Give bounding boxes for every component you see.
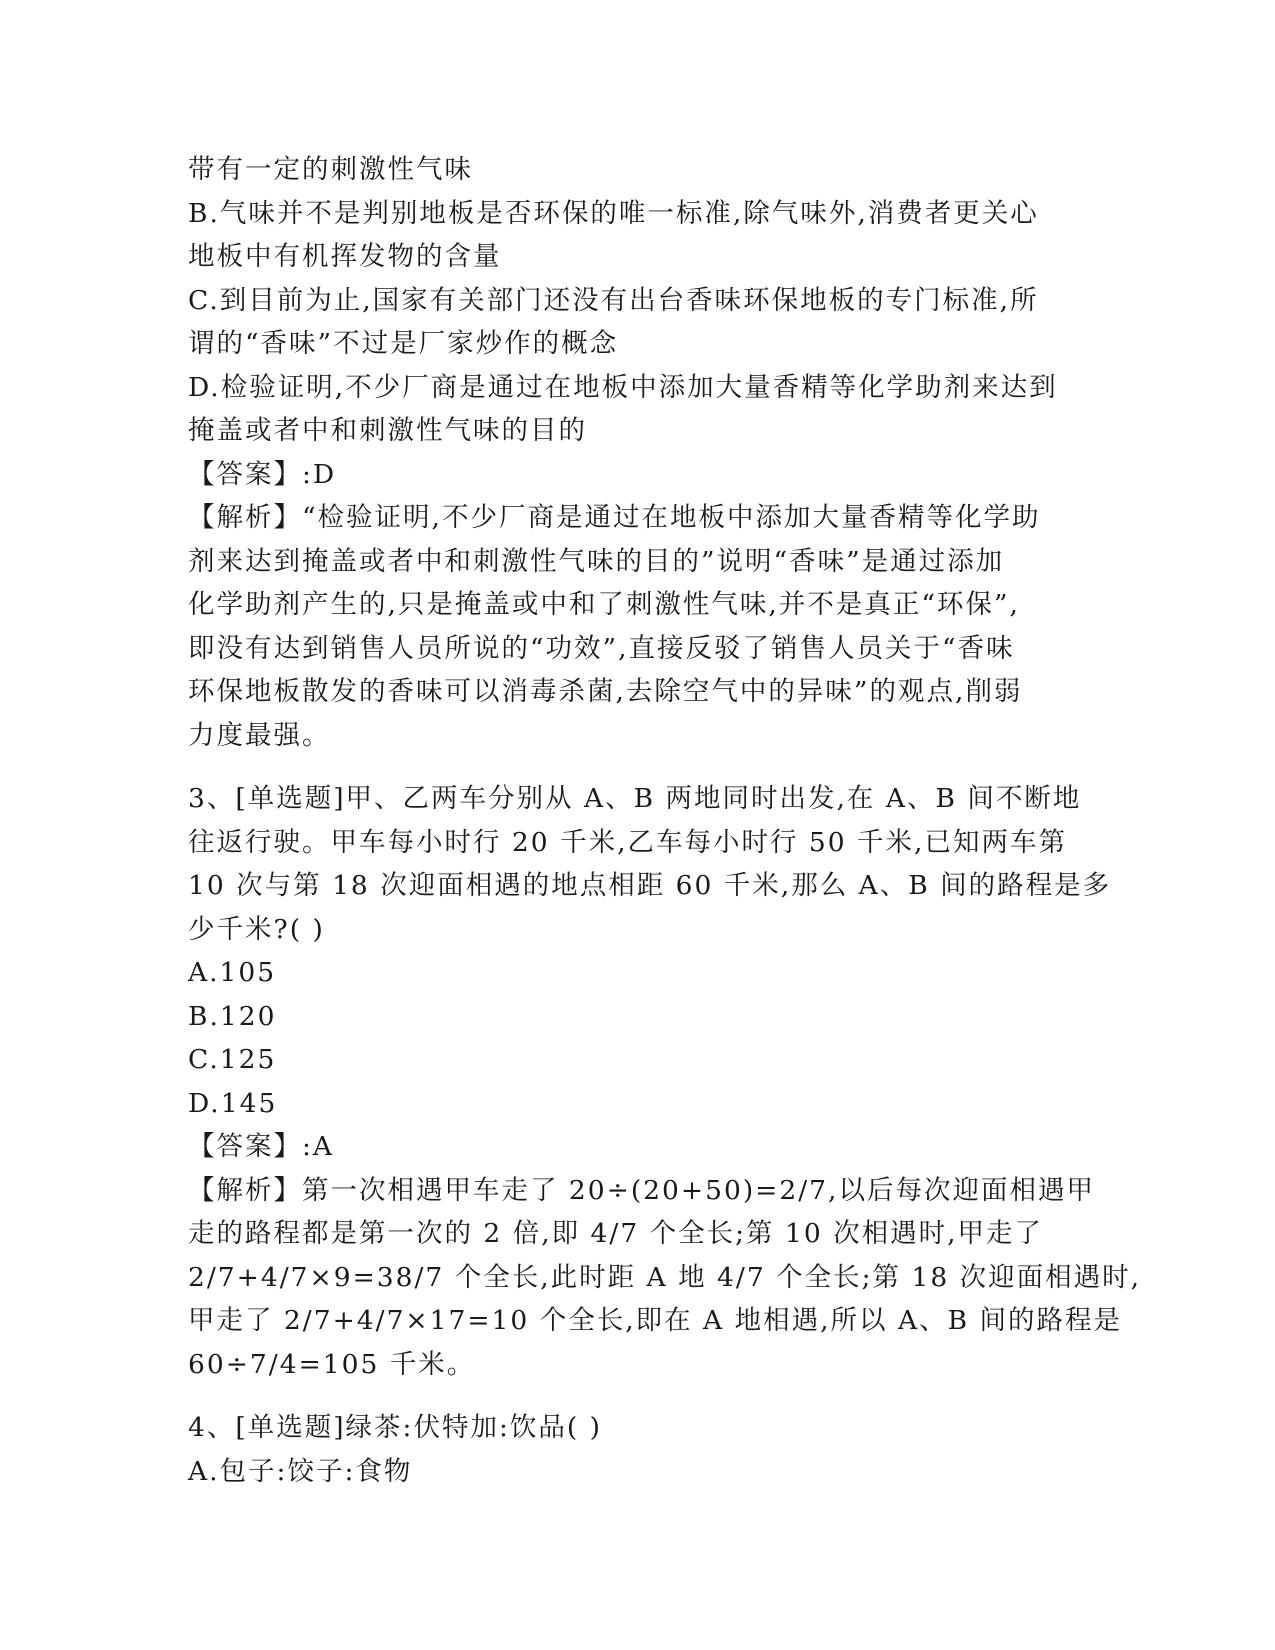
stem-line-4: 少千米?( ) xyxy=(188,913,325,945)
document-page xyxy=(188,148,1142,1493)
option-b-line-2: 地板中有机挥发物的含量 xyxy=(188,241,502,272)
option-b-line-1: B.气味并不是判别地板是否环保的唯一标准,除气味外,消费者更关心 xyxy=(188,197,1039,229)
option-a: A.105 xyxy=(188,957,277,988)
answer-line: 【答案】:A xyxy=(188,1131,335,1162)
option-a: A.包子:饺子:食物 xyxy=(188,1455,413,1487)
question-3 xyxy=(188,777,1142,1386)
stem-line-3: 10 次与第 18 次迎面相遇的地点相距 60 千米,那么 A、B 间的路程是多 xyxy=(188,870,1112,901)
analysis-line-1: 【解析】第一次相遇甲车走了 20÷(20+50)=2/7,以后每次迎面相遇甲 xyxy=(188,1174,1095,1206)
stem-line-1: 4、[单选题]绿茶:伏特加:饮品( ) xyxy=(188,1412,602,1443)
option-c-line-1: C.到目前为止,国家有关部门还没有出台香味环保地板的专门标准,所 xyxy=(188,284,1039,316)
analysis-line-5: 60÷7/4=105 千米。 xyxy=(188,1348,476,1380)
paragraph-gap xyxy=(188,1386,1088,1406)
question-2-continuation xyxy=(188,148,1088,757)
option-d: D.145 xyxy=(188,1087,278,1119)
answer-line: 【答案】:D xyxy=(188,458,337,490)
analysis-line-3: 化学助剂产生的,只是掩盖或中和了刺激性气味,并不是真正“环保”, xyxy=(188,589,1020,620)
option-d-line-2: 掩盖或者中和刺激性气味的目的 xyxy=(188,415,587,446)
option-d-line-1: D.检验证明,不少厂商是通过在地板中添加大量香精等化学助剂来达到 xyxy=(188,371,1058,403)
analysis-line-2: 走的路程都是第一次的 2 倍,即 4/7 个全长;第 10 次相遇时,甲走了 xyxy=(188,1218,1044,1249)
analysis-line-5: 环保地板散发的香味可以消毒杀菌,去除空气中的异味”的观点,削弱 xyxy=(188,676,1023,707)
stem-line-2: 往返行驶。甲车每小时行 20 千米,乙车每小时行 50 千米,已知两车第 xyxy=(188,826,1067,858)
analysis-line-1: 【解析】“检验证明,不少厂商是通过在地板中添加大量香精等化学助 xyxy=(188,502,1041,533)
question-4 xyxy=(188,1406,1088,1493)
option-a-continuation: 带有一定的刺激性气味 xyxy=(188,154,473,185)
analysis-line-2: 剂来达到掩盖或者中和刺激性气味的目的”说明“香味”是通过添加 xyxy=(188,545,1005,577)
option-c: C.125 xyxy=(188,1044,277,1075)
option-b: B.120 xyxy=(188,1000,277,1032)
paragraph-gap xyxy=(188,757,1088,777)
analysis-line-6: 力度最强。 xyxy=(188,719,331,751)
analysis-line-4: 即没有达到销售人员所说的“功效”,直接反驳了销售人员关于“香味 xyxy=(188,632,1015,664)
analysis-line-4: 甲走了 2/7+4/7×17=10 个全长,即在 A 地相遇,所以 A、B 间的路程是 xyxy=(188,1305,1122,1336)
stem-line-1: 3、[单选题]甲、乙两车分别从 A、B 两地同时出发,在 A、B 间不断地 xyxy=(188,783,1082,814)
analysis-line-3: 2/7+4/7×9=38/7 个全长,此时距 A 地 4/7 个全长;第 18 次迎面相遇时, xyxy=(188,1261,1142,1293)
option-c-line-2: 谓的“香味”不过是厂家炒作的概念 xyxy=(188,328,619,359)
